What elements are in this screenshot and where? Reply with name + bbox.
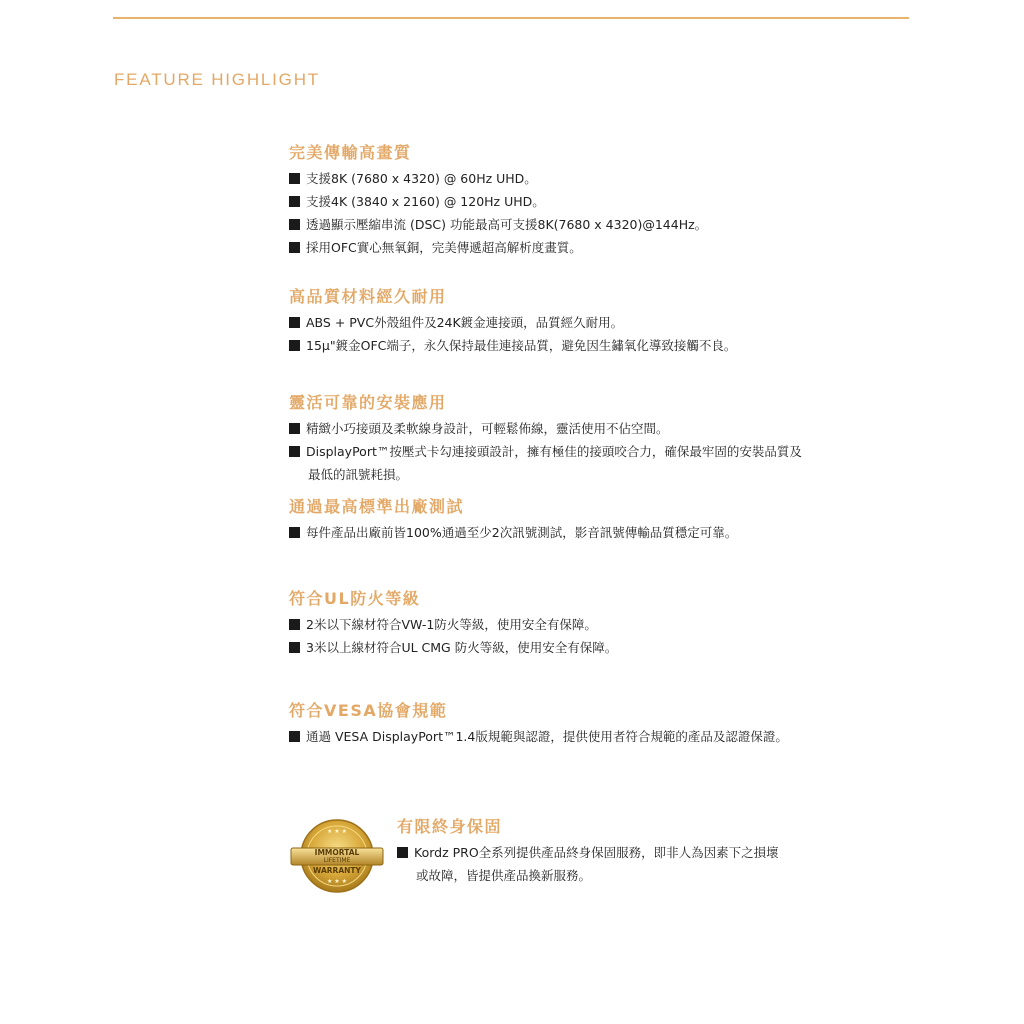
square-bullet-icon xyxy=(289,446,300,457)
square-bullet-icon xyxy=(289,173,300,184)
list-item: ABS + PVC外殼組件及24K鍍金連接頭，品質經久耐用。 xyxy=(289,311,889,334)
square-bullet-icon xyxy=(397,847,408,858)
list-item: 2米以下線材符合VW-1防火等級，使用安全有保障。 xyxy=(289,613,889,636)
list-item: 15μ"鍍金OFC端子，永久保持最佳連接品質，避免因生鏽氧化導致接觸不良。 xyxy=(289,334,889,357)
section-testing xyxy=(289,496,889,544)
section-ul-fire-rating xyxy=(289,588,889,659)
list-item: 精緻小巧接頭及柔軟線身設計，可輕鬆佈線，靈活使用不佔空間。 xyxy=(289,417,889,440)
list-item-continuation: 最低的訊號耗損。 xyxy=(308,467,409,482)
list-item: DisplayPort™按壓式卡勾連接頭設計，擁有極佳的接頭咬合力，確保最牢固的安裝品質及 xyxy=(289,440,889,463)
gold-seal-icon xyxy=(289,818,385,894)
square-bullet-icon xyxy=(289,317,300,328)
list-item: 3米以上線材符合UL CMG 防火等級，使用安全有保障。 xyxy=(289,636,889,659)
badge-line2: LIFETIME xyxy=(323,857,351,864)
list-item: 支援8K (7680 x 4320) @ 60Hz UHD。 xyxy=(289,167,889,190)
square-bullet-icon xyxy=(289,731,300,742)
square-bullet-icon xyxy=(289,196,300,207)
top-divider xyxy=(113,17,909,19)
badge-line1: IMMORTAL xyxy=(314,848,360,857)
square-bullet-icon xyxy=(289,219,300,230)
square-bullet-icon xyxy=(289,619,300,630)
section-title: 符合VESA協會規範 xyxy=(289,701,448,720)
section-title: 有限終身保固 xyxy=(397,817,503,836)
square-bullet-icon xyxy=(289,340,300,351)
section-vesa xyxy=(289,700,889,748)
list-item-continuation: 或故障，皆提供產品換新服務。 xyxy=(416,868,592,883)
section-transmission xyxy=(289,142,889,259)
svg-text:★ ★ ★: ★ ★ ★ xyxy=(327,878,347,885)
list-item: 通過 VESA DisplayPort™1.4版規範與認證，提供使用者符合規範的產品及認證保證。 xyxy=(289,725,889,748)
list-item: 採用OFC實心無氧銅，完美傳遞超高解析度畫質。 xyxy=(289,236,889,259)
section-title: 符合UL防火等級 xyxy=(289,589,421,608)
square-bullet-icon xyxy=(289,242,300,253)
section-warranty xyxy=(397,816,867,887)
section-installation xyxy=(289,392,889,486)
page-title: FEATURE HIGHLIGHT xyxy=(114,70,320,89)
section-title: 通過最高標準出廠測試 xyxy=(289,497,465,516)
square-bullet-icon xyxy=(289,423,300,434)
list-item: 支援4K (3840 x 2160) @ 120Hz UHD。 xyxy=(289,190,889,213)
list-item: 每件產品出廠前皆100%通過至少2次訊號測試，影音訊號傳輸品質穩定可靠。 xyxy=(289,521,889,544)
badge-line3: WARRANTY xyxy=(313,866,361,875)
section-title: 高品質材料經久耐用 xyxy=(289,287,447,306)
svg-text:★ ★ ★: ★ ★ ★ xyxy=(327,828,347,835)
square-bullet-icon xyxy=(289,527,300,538)
section-materials xyxy=(289,286,889,357)
section-title: 靈活可靠的安裝應用 xyxy=(289,393,447,412)
list-item: 透過顯示壓縮串流 (DSC) 功能最高可支援8K(7680 x 4320)@144Hz。 xyxy=(289,213,889,236)
list-item: Kordz PRO全系列提供產品終身保固服務，即非人為因素下之損壞 xyxy=(397,841,867,864)
section-title: 完美傳輸高畫質 xyxy=(289,143,412,162)
square-bullet-icon xyxy=(289,642,300,653)
